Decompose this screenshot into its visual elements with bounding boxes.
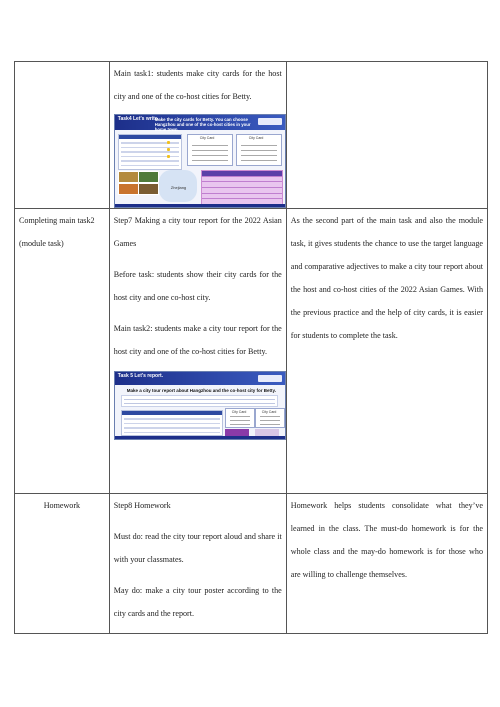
city-photo [118,183,139,195]
star-icon [167,148,170,151]
zhejiang-map: Zhejiang [159,170,197,202]
slide-headline: Make the city cards for Betty. You can choose Hangzhou and one of the co-host cities in your home town. [154,117,251,133]
purpose-cell [286,494,487,634]
purpose-cell [286,209,487,494]
main-task1-text: Main task1: students make city cards for the host city and one of the co-host cities for Betty. [113,69,282,101]
may-do-text: May do: make a city tour poster according to the city cards and the report. [113,586,282,618]
steps-cell [109,209,286,494]
school-logo [258,118,282,125]
city-photo [118,171,139,183]
stage-subtitle: (module task) [19,239,64,248]
purpose-cell [286,62,487,209]
stage-title: Completing main task2 [19,216,95,225]
stage-cell [15,62,110,209]
check-list-panel [121,410,223,436]
table-row [15,62,488,209]
steps-cell [109,62,286,209]
stage-title: Homework [43,501,81,510]
table-row [15,494,488,634]
city-card-a: City Card [187,134,233,166]
slide-tag: Task4 Let's write. [117,116,159,122]
city-data-grid [201,170,283,205]
lesson-plan-table [14,61,488,634]
city-photo [138,183,159,195]
steps-cell [109,494,286,634]
slide-header [115,115,285,133]
main-task2-text: Main task2: students make a city tour report for the host city and one of the co-host cities for Betty. [113,324,282,356]
step8-text: Step8 Homework [113,501,171,510]
check-list-panel [118,134,182,170]
slide-tag: Task 5 Let's report. [117,373,164,379]
intro-box [121,395,278,407]
city-photo [138,171,159,183]
purpose-text: Homework helps students consolidate what they’ve learned in the class. The must-do homework is for the whole class and the may-do homework is for those who are willing to challenge themselves. [290,501,483,579]
city-card-a: City Card [225,408,255,428]
task5-slide-image [114,371,286,440]
table-row [15,209,488,494]
school-logo [258,375,282,382]
slide-header [115,372,285,385]
stage-cell [15,494,110,634]
slide-footer [115,436,285,439]
step7-text: Step7 Making a city tour report for the 2022 Asian Games [113,216,282,248]
city-card-b: City Card [236,134,282,166]
slide-headline: Make a city tour report about Hangzhou and the co-host city for Betty. [126,388,276,393]
stage-cell [15,209,110,494]
slide-footer [115,204,285,207]
city-card-b: City Card [255,408,285,428]
purpose-text: As the second part of the main task and also the module task, it gives students the chance to use the target language and comparative adjectives to make a city tour report about the host and co-host cities of the 2022 Asian Games. With the previous practice and the help of city cards, it is easier for students to complete the task. [290,216,483,340]
before-task-text: Before task: students show their city cards for the host city and one co-host city. [113,270,282,302]
star-icon [167,155,170,158]
star-icon [167,141,170,144]
task4-slide-image [114,114,286,208]
must-do-text: Must do: read the city tour report aloud and share it with your classmates. [113,532,282,564]
